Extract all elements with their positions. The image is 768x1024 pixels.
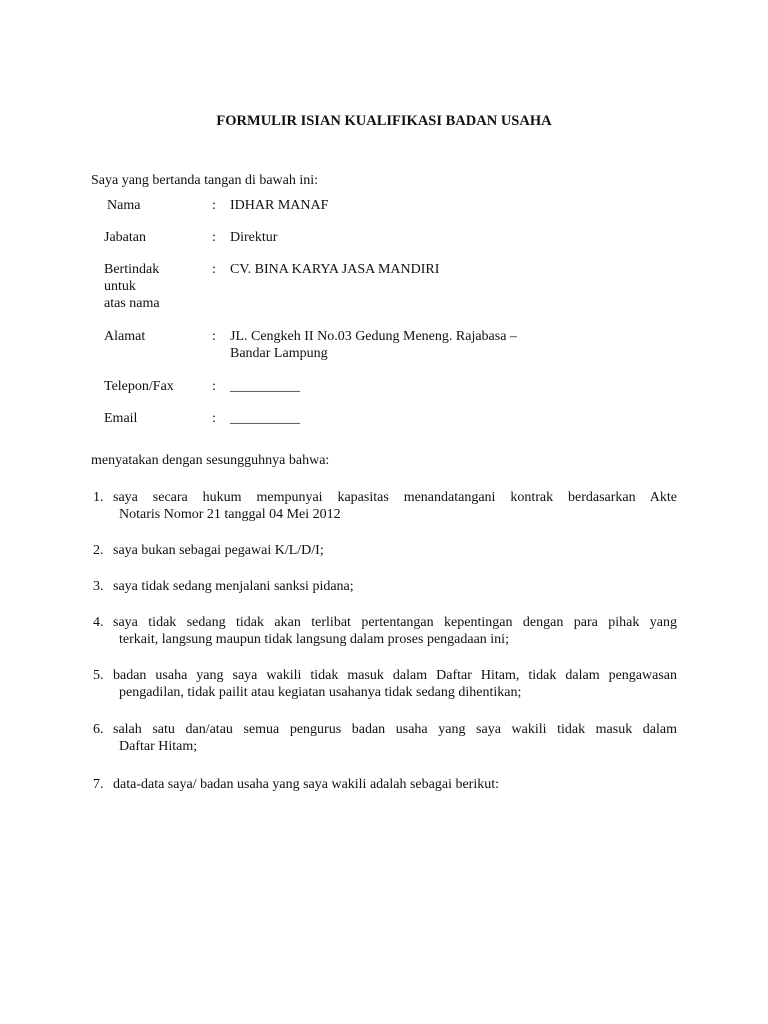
document-title: FORMULIR ISIAN KUALIFIKASI BADAN USAHA: [216, 113, 552, 129]
item-text-line2: terkait, langsung maupun tidak langsung dalam proses pengadaan ini;: [119, 632, 509, 647]
item-number: 5.: [93, 668, 104, 683]
list-item: [93, 578, 677, 595]
item-number: 7.: [93, 777, 104, 792]
item-text-line2: Daftar Hitam;: [119, 739, 198, 754]
item-number: 6.: [93, 722, 104, 737]
field-colon: :: [212, 329, 216, 344]
list-item: [93, 776, 677, 793]
item-text-line1: badan usaha yang saya wakili tidak masuk dalam Daftar Hitam, tidak dalam pengawasan: [113, 668, 677, 683]
intro-text: Saya yang bertanda tangan di bawah ini:: [91, 173, 319, 188]
list-item: [93, 667, 677, 701]
item-text-line1: saya bukan sebagai pegawai K/L/D/I;: [113, 543, 324, 558]
item-text-line1: saya secara hukum mempunyai kapasitas menandatangani kontrak berdasarkan Akte: [113, 490, 677, 505]
field-colon: :: [212, 411, 216, 426]
field-value: Direktur: [230, 230, 278, 245]
item-text-line1: data-data saya/ badan usaha yang saya wakili adalah sebagai berikut:: [113, 777, 500, 792]
field-label: Email: [104, 411, 138, 426]
list-item: [93, 614, 677, 648]
declaration-text: menyatakan dengan sesungguhnya bahwa:: [91, 453, 330, 468]
item-number: 4.: [93, 615, 104, 630]
field-colon: :: [212, 198, 216, 213]
field-value: __________: [230, 411, 300, 426]
item-text-line1: saya tidak sedang menjalani sanksi pidana;: [113, 579, 354, 594]
list-item: [93, 542, 677, 559]
item-text-line2: pengadilan, tidak pailit atau kegiatan usahanya tidak sedang dihentikan;: [119, 685, 522, 700]
item-text-line2: Notaris Nomor 21 tanggal 04 Mei 2012: [119, 507, 341, 522]
field-value: __________: [230, 379, 300, 394]
field-colon: :: [212, 262, 216, 277]
list-item: [93, 721, 677, 755]
item-number: 1.: [93, 490, 104, 505]
field-label: Bertindak untuk atas nama: [104, 262, 160, 311]
field-label: Alamat: [104, 329, 146, 344]
item-number: 2.: [93, 543, 104, 558]
field-colon: :: [212, 230, 216, 245]
field-label: Nama: [107, 198, 141, 213]
field-label: Telepon/Fax: [104, 379, 174, 394]
item-text-line1: salah satu dan/atau semua pengurus badan usaha yang saya wakili tidak masuk dalam: [113, 722, 677, 737]
item-text-line1: saya tidak sedang tidak akan terlibat pertentangan kepentingan dengan para pihak yang: [113, 615, 677, 630]
field-value: CV. BINA KARYA JASA MANDIRI: [230, 262, 440, 277]
item-number: 3.: [93, 579, 104, 594]
field-label: Jabatan: [104, 230, 146, 245]
field-value: IDHAR MANAF: [230, 198, 329, 213]
field-value: JL. Cengkeh II No.03 Gedung Meneng. Rajabasa – Bandar Lampung: [230, 329, 517, 361]
list-item: [93, 489, 677, 523]
field-colon: :: [212, 379, 216, 394]
